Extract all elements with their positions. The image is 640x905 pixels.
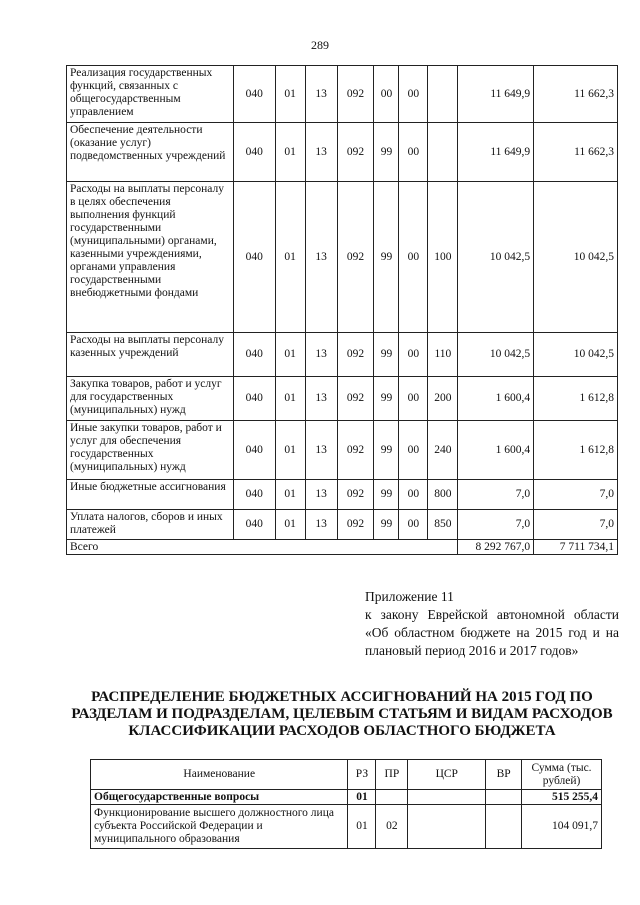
csr-cell: 00 xyxy=(399,421,428,480)
allocation-table xyxy=(90,759,602,849)
csr-cell: 99 xyxy=(374,421,399,480)
csr-cell: 99 xyxy=(374,510,399,540)
gr-cell: 040 xyxy=(233,123,275,182)
csr-cell: 092 xyxy=(337,377,374,421)
rz-cell: 01 xyxy=(275,480,305,510)
table-row xyxy=(67,377,618,421)
rz-cell: 01 xyxy=(275,510,305,540)
gr-cell: 040 xyxy=(233,510,275,540)
sum-2016-cell: 1 612,8 xyxy=(534,377,618,421)
header-pr: ПР xyxy=(376,760,408,790)
table-row xyxy=(67,66,618,123)
csr-cell: 092 xyxy=(337,480,374,510)
row-name: Обеспечение деятельности (оказание услуг) подведомственных учреждений xyxy=(67,123,234,182)
header-name: Наименование xyxy=(91,760,348,790)
vr-cell: 800 xyxy=(428,480,458,510)
row-name: Расходы на выплаты персоналу в целях обеспечения выполнения функций государственными (муниципальными) органами, казенными учреждениями, органами управления государственными внебюджетными фондами xyxy=(67,182,234,333)
csr-cell: 00 xyxy=(399,182,428,333)
csr-cell xyxy=(408,790,486,805)
sum-2015-cell: 10 042,5 xyxy=(458,333,534,377)
csr-cell: 00 xyxy=(399,333,428,377)
csr-cell: 00 xyxy=(399,480,428,510)
total-sum-2016: 7 711 734,1 xyxy=(534,540,618,555)
gr-cell: 040 xyxy=(233,377,275,421)
header-rz: РЗ xyxy=(348,760,376,790)
pr-cell: 13 xyxy=(305,123,337,182)
header-vr: ВР xyxy=(486,760,522,790)
vr-cell: 100 xyxy=(428,182,458,333)
sum-2015-cell: 7,0 xyxy=(458,480,534,510)
page-number: 289 xyxy=(311,38,329,52)
rz-cell: 01 xyxy=(275,377,305,421)
pr-cell: 02 xyxy=(376,805,408,849)
vr-cell xyxy=(428,66,458,123)
sum-2016-cell: 7,0 xyxy=(534,480,618,510)
csr-cell: 092 xyxy=(337,182,374,333)
sum-2016-cell: 11 662,3 xyxy=(534,66,618,123)
csr-cell: 00 xyxy=(399,510,428,540)
sum-2016-cell: 11 662,3 xyxy=(534,123,618,182)
csr-cell: 00 xyxy=(399,123,428,182)
table-row xyxy=(67,421,618,480)
row-name: Уплата налогов, сборов и иных платежей xyxy=(67,510,234,540)
row-name: Расходы на выплаты персоналу казенных учреждений xyxy=(67,333,234,377)
rz-cell: 01 xyxy=(275,182,305,333)
table-row xyxy=(67,480,618,510)
csr-cell: 092 xyxy=(337,333,374,377)
rz-cell: 01 xyxy=(348,805,376,849)
row-name: Общегосударственные вопросы xyxy=(91,790,348,805)
vr-cell: 240 xyxy=(428,421,458,480)
appendix-note xyxy=(365,588,619,660)
csr-cell: 00 xyxy=(399,66,428,123)
pr-cell: 13 xyxy=(305,66,337,123)
sum-cell: 104 091,7 xyxy=(522,805,602,849)
csr-cell: 092 xyxy=(337,421,374,480)
gr-cell: 040 xyxy=(233,421,275,480)
sum-2016-cell: 7,0 xyxy=(534,510,618,540)
total-row xyxy=(67,540,618,555)
total-sum-2015: 8 292 767,0 xyxy=(458,540,534,555)
gr-cell: 040 xyxy=(233,333,275,377)
header-sum: Сумма (тыс. рублей) xyxy=(522,760,602,790)
row-name: Реализация государственных функций, связанных с общегосударственным управлением xyxy=(67,66,234,123)
pr-cell: 13 xyxy=(305,182,337,333)
pr-cell: 13 xyxy=(305,377,337,421)
budget-table-continuation xyxy=(66,65,618,555)
table-row xyxy=(67,123,618,182)
vr-cell: 110 xyxy=(428,333,458,377)
sum-2015-cell: 1 600,4 xyxy=(458,377,534,421)
gr-cell: 040 xyxy=(233,182,275,333)
appendix-text: к закону Еврейской автономной области «Об областном бюджете на 2015 год и на плановый период 2016 и 2017 годов» xyxy=(365,607,619,658)
csr-cell: 092 xyxy=(337,510,374,540)
pr-cell: 13 xyxy=(305,480,337,510)
csr-cell: 99 xyxy=(374,333,399,377)
total-label: Всего xyxy=(67,540,458,555)
pr-cell: 13 xyxy=(305,421,337,480)
sum-2016-cell: 10 042,5 xyxy=(534,333,618,377)
vr-cell: 850 xyxy=(428,510,458,540)
sum-2015-cell: 7,0 xyxy=(458,510,534,540)
sum-2015-cell: 10 042,5 xyxy=(458,182,534,333)
csr-cell: 00 xyxy=(374,66,399,123)
rz-cell: 01 xyxy=(275,421,305,480)
pr-cell xyxy=(376,790,408,805)
csr-cell: 99 xyxy=(374,182,399,333)
row-name: Закупка товаров, работ и услуг для государственных (муниципальных) нужд xyxy=(67,377,234,421)
sum-2015-cell: 11 649,9 xyxy=(458,66,534,123)
table-row xyxy=(67,182,618,333)
section-heading: РАСПРЕДЕЛЕНИЕ БЮДЖЕТНЫХ АССИГНОВАНИЙ НА 2015 ГОД ПО РАЗДЕЛАМ И ПОДРАЗДЕЛАМ, ЦЕЛЕВЫМ СТАТЬЯМ И ВИДАМ РАСХОДОВ КЛАССИФИКАЦИИ РАСХОДОВ ОБЛАСТНОГО БЮДЖЕТА xyxy=(71,689,613,739)
csr-cell: 99 xyxy=(374,480,399,510)
table-row xyxy=(67,510,618,540)
row-name: Иные закупки товаров, работ и услуг для обеспечения государственных (муниципальных) нужд xyxy=(67,421,234,480)
csr-cell: 99 xyxy=(374,123,399,182)
appendix-title: Приложение 11 xyxy=(365,589,454,604)
header-csr: ЦСР xyxy=(408,760,486,790)
vr-cell xyxy=(428,123,458,182)
sum-2016-cell: 10 042,5 xyxy=(534,182,618,333)
table-row xyxy=(67,333,618,377)
pr-cell: 13 xyxy=(305,510,337,540)
vr-cell xyxy=(486,805,522,849)
sum-cell: 515 255,4 xyxy=(522,790,602,805)
table-header-row xyxy=(91,760,602,790)
gr-cell: 040 xyxy=(233,480,275,510)
csr-cell: 092 xyxy=(337,123,374,182)
table-row xyxy=(91,790,602,805)
rz-cell: 01 xyxy=(275,66,305,123)
sum-2015-cell: 1 600,4 xyxy=(458,421,534,480)
gr-cell: 040 xyxy=(233,66,275,123)
row-name: Иные бюджетные ассигнования xyxy=(67,480,234,510)
csr-cell xyxy=(408,805,486,849)
row-name: Функционирование высшего должностного лица субъекта Российской Федерации и муниципального образования xyxy=(91,805,348,849)
pr-cell: 13 xyxy=(305,333,337,377)
vr-cell xyxy=(486,790,522,805)
rz-cell: 01 xyxy=(275,123,305,182)
csr-cell: 99 xyxy=(374,377,399,421)
rz-cell: 01 xyxy=(348,790,376,805)
sum-2016-cell: 1 612,8 xyxy=(534,421,618,480)
vr-cell: 200 xyxy=(428,377,458,421)
table-row xyxy=(91,805,602,849)
sum-2015-cell: 11 649,9 xyxy=(458,123,534,182)
csr-cell: 092 xyxy=(337,66,374,123)
csr-cell: 00 xyxy=(399,377,428,421)
rz-cell: 01 xyxy=(275,333,305,377)
